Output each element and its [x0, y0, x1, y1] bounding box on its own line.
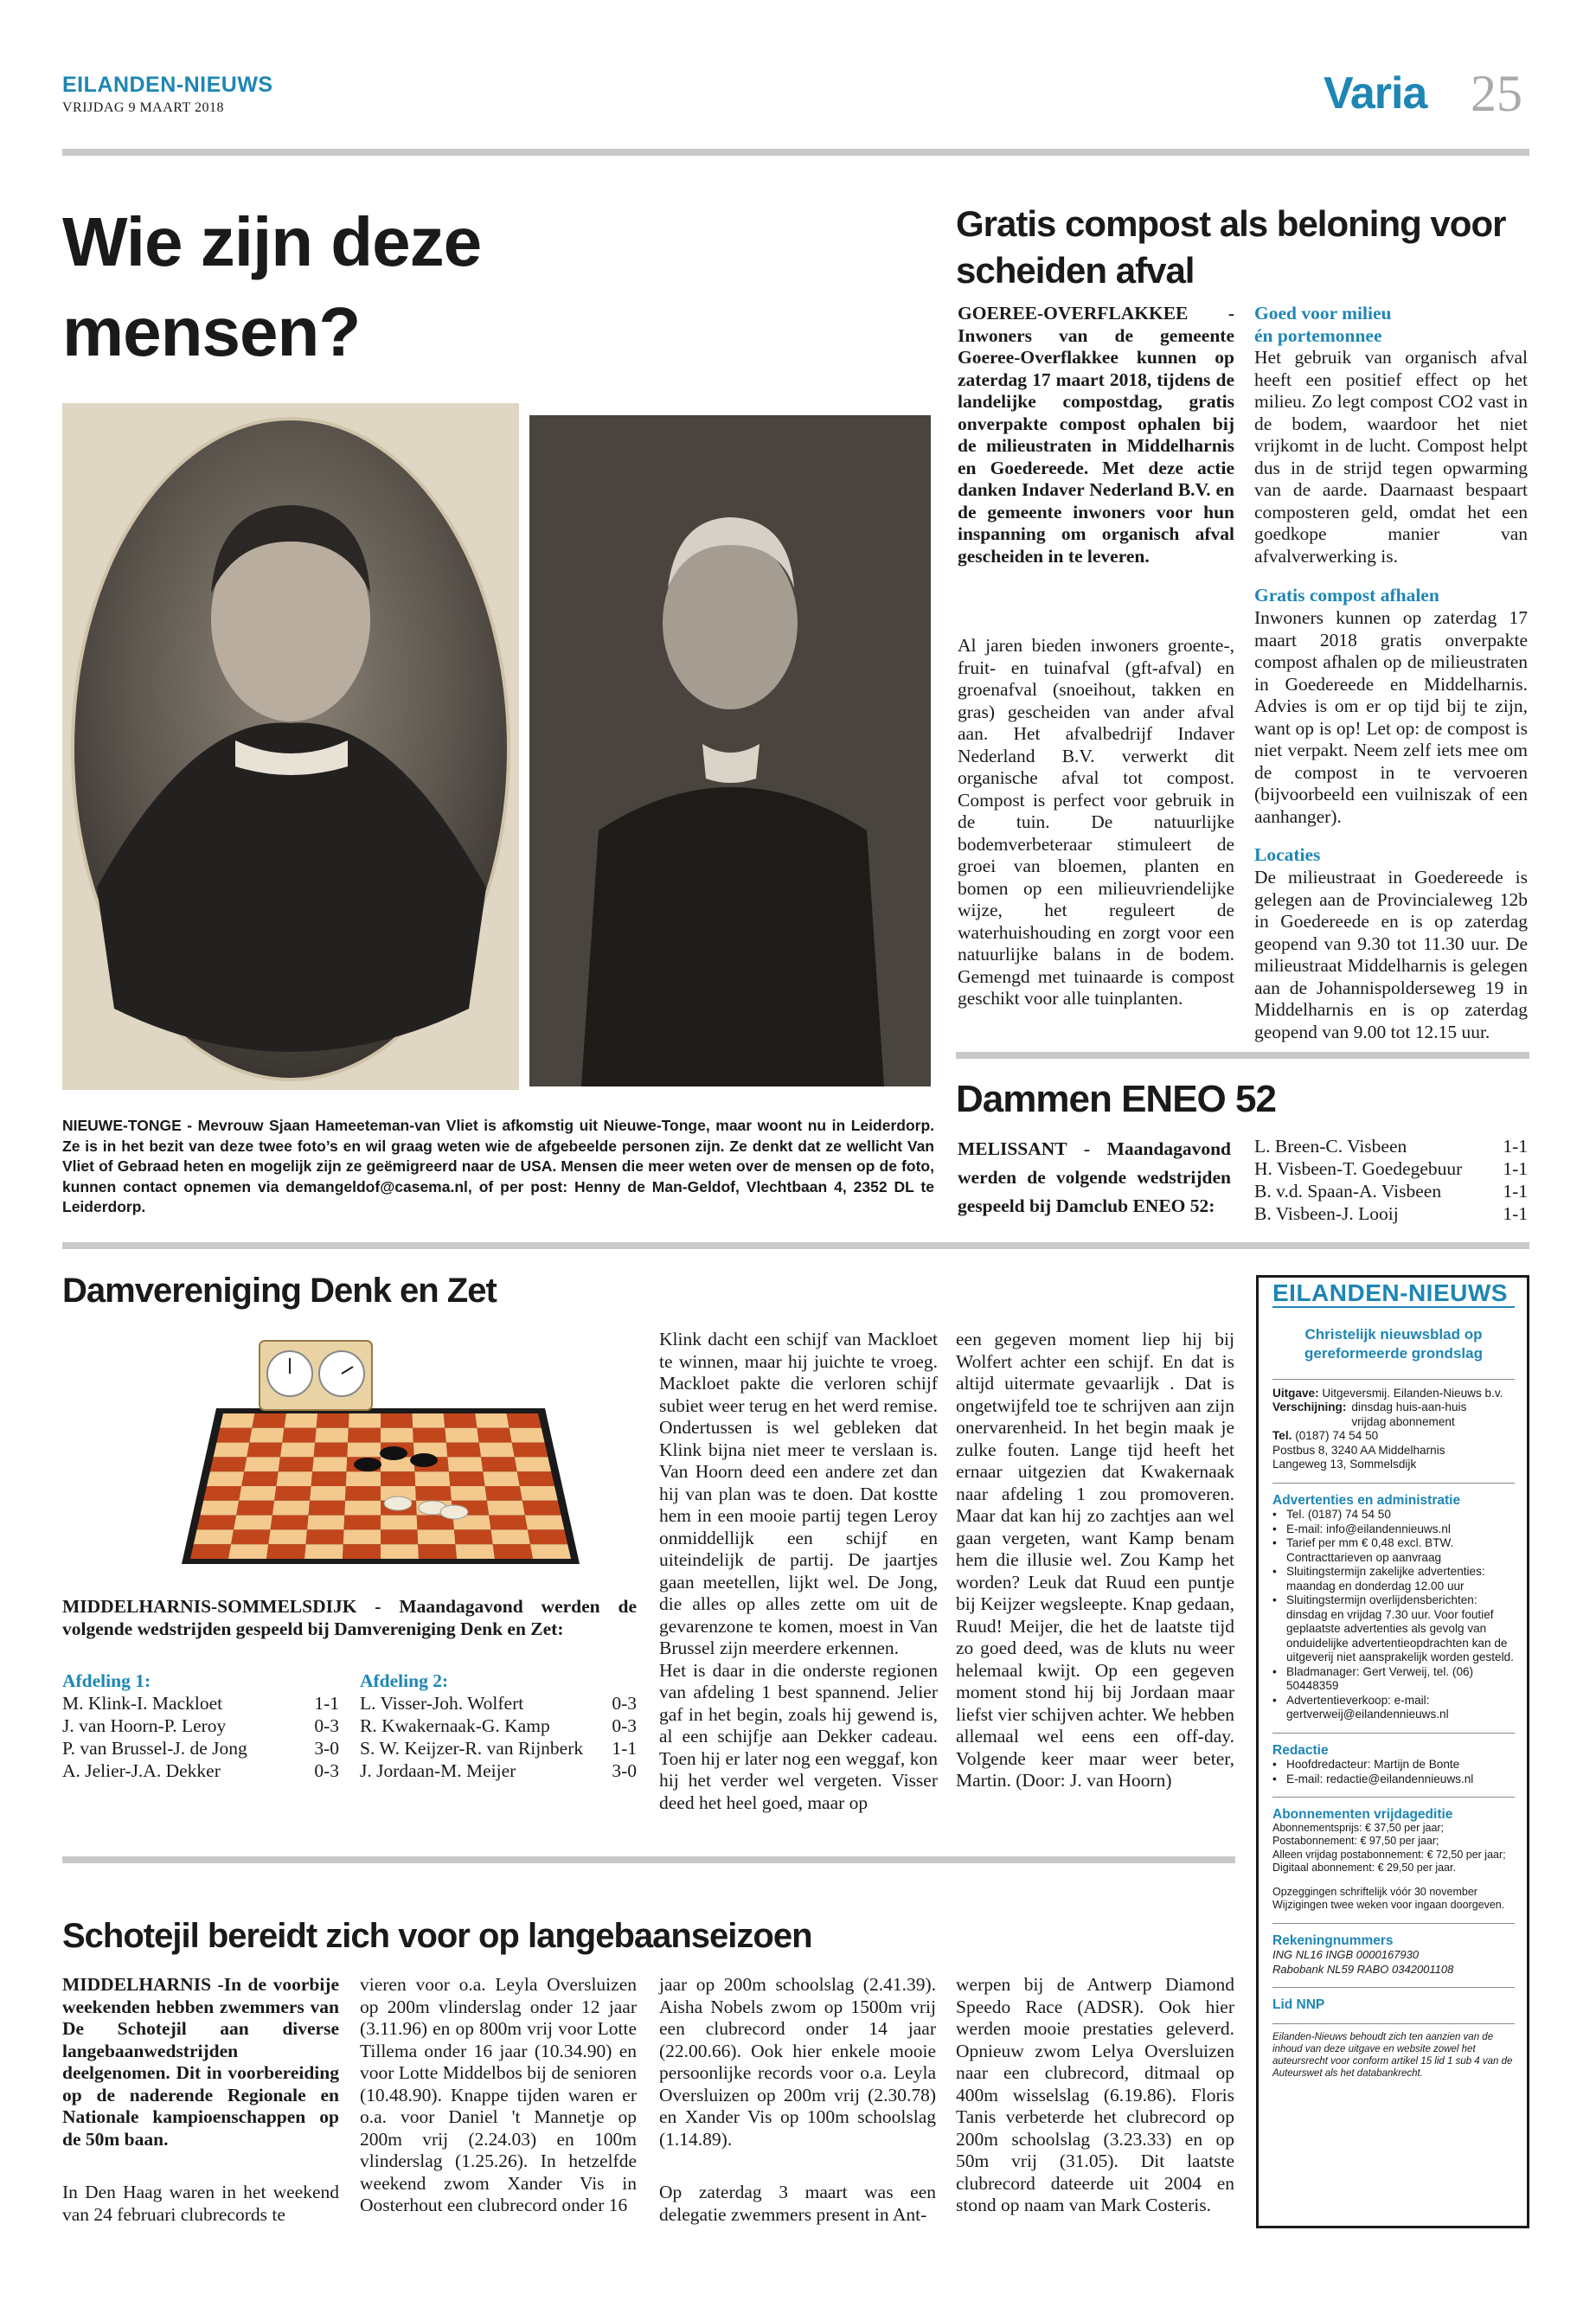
subheading: Redactie	[1272, 1742, 1329, 1758]
board-square	[493, 1544, 533, 1559]
board-square	[520, 1486, 558, 1501]
board-square	[510, 1428, 545, 1443]
board-square	[216, 1428, 252, 1443]
publisher-line: Uitgave: Uitgeversmij. Eilanden-Nieuws b.v.	[1272, 1386, 1503, 1400]
article-paragraph: Op zaterdag 3 maart was een delegatie zwemmers present in Ant-	[659, 2182, 936, 2225]
board-square	[481, 1457, 517, 1471]
board-square	[268, 1529, 307, 1544]
article-paragraph: De milieustraat in Goedereede is gelegen aan de Provincialeweg 12b in Goedereede en is op zaterdag geopend van 9.30 tot 11.30 uur. De milieustraat Middelharnis is gelegen aan de Johannispolderseweg 19 in Middelharnis en is op zaterdag geopend van 9.00 tot 12.15 uur.	[1254, 867, 1528, 1042]
board-square	[449, 1471, 485, 1486]
board-square	[517, 1471, 554, 1486]
board-square	[247, 1443, 282, 1458]
subheading: Locaties	[1254, 844, 1321, 865]
board-square	[312, 1457, 347, 1471]
photo-caption: NIEUWE-TONGE - Mevrouw Sjaan Hameeteman-van Vliet is afkomstig uit Nieuwe-Tonge, maar woont nu in Leiderdorp. Ze is in het bezit van deze twee foto’s en wil graag weten wie de afgebeelde personen zijn. Ze denkt dat ze wellicht Van Vliet of Gebraad heten en mogelijk zijn ze geëmigreerd naar de USA. Mensen die meer weten over de mensen op de foto, kunnen contact opnemen via demangeldof@casema.nl, of per post: Henny de Man-Geldof, Vlechtbaan 4, 2352 DL te Leiderdorp.	[62, 1117, 934, 1215]
colophon-box	[1256, 1275, 1529, 2228]
board-square	[314, 1443, 348, 1458]
article-paragraph: Klink dacht een schijf van Mackloet te winnen, maar hij juichte te vroeg. Mackloet pakte die verloren schijf subiet weer terug en het werd remise. Ondertussen is wel gebleken dat Klink bijna niet meer te verslaan is. Van Hoorn deed een andere zet dan hij van plan was te doen. Dat kostte hem in een mooie partij tegen Leroy onmiddellijk een schijf en uiteindelijk de partij. De jaartjes gaan meetellen, lijkt wel. De Jong, die alles op alles zette om uit de gevarenzone te komen, moest in Van Brussel zijn meerdere erkennen. Het is daar in die onderste regionen van afdeling 1 best spannend. Jelier gaf in het begin, zoals hij gewend is, al een schijfje aan Dekker cadeau. Toen hij er later nog een weggaf, kon hij het verder wel vergeten. Visser deed het heel goed, maar op	[659, 1329, 938, 1813]
board-square	[252, 1413, 285, 1428]
board-square	[266, 1544, 306, 1559]
article-lead: MIDDELHARNIS -In de voorbije weekenden hebben zwemmers van De Schotejil aan diverse langebaanwedstrijden deelgenomen. Dit in voorbereiding op de naderende Regionale en Nationale kampioenschappen op de 50m baan.	[62, 1974, 339, 2150]
board-square	[483, 1471, 519, 1486]
colophon-logo: EILANDEN-NIEUWS	[1272, 1286, 1515, 1308]
list-item: • Tarief per mm € 0,48 excl. BTW. Contracttarieven op aanvraag	[1272, 1536, 1454, 1564]
subheading: Advertenties en administratie	[1272, 1492, 1461, 1508]
results-division-2	[360, 1670, 637, 1782]
board-square	[487, 1501, 525, 1516]
article-lead: GOEREE-OVERFLAKKEE - Inwoners van de gemeente Goeree-Overflakkee kunnen op zaterdag 17 maart 2018, tijdens de landelijke compostdag, gratis onverpakte compost ophalen bij de milieustraten in Middelharnis en Goedereede. Met deze actie danken Indaver Nederland B.V. en de gemeente inwoners voor hun inspanning om organisch afval gescheiden in te leveren.	[958, 303, 1234, 567]
board-square	[528, 1529, 567, 1544]
bank-accounts: ING NL16 INGB 0000167930 Rabobank NL59 RABO 0342001108	[1272, 1948, 1454, 1976]
page-number: 25	[1471, 65, 1522, 122]
board-square	[282, 1428, 316, 1443]
list-item: • Tel. (0187) 74 54 50	[1272, 1508, 1391, 1521]
board-square	[280, 1443, 315, 1458]
section-rule	[62, 1242, 1529, 1249]
list-item: • E-mail: redactie@eilandennieuws.nl	[1272, 1772, 1474, 1785]
subheading: Goed voor milieu én portemonnee	[1254, 303, 1392, 346]
phone-line: Tel. (0187) 74 54 50	[1272, 1429, 1379, 1442]
article-paragraph: Inwoners kunnen op zaterdag 17 maart 2018 gratis onverpakte compost afhalen op de milieustraten in Goedereede en Middelharnis. Advies is om er op tijd bij te zijn, want op is op! Let op: de compost is niet verpakt. Neem zelf iets mee om de compost in te vervoeren (bijvoorbeeld een vuilniszak of een aanhanger).	[1254, 607, 1528, 827]
issue-date: VRIJDAG 9 MAART 2018	[62, 100, 224, 115]
board-square	[446, 1443, 481, 1458]
board-square	[381, 1428, 413, 1443]
board-square	[210, 1457, 247, 1471]
board-square	[515, 1457, 551, 1471]
article-paragraph: vieren voor o.a. Leyla Oversluizen op 200m vlinderslag onder 12 jaar (3.11.96) en op 800m vrij voor Lotte Tillema onder 16 jaar (10.34.90) en voor Lotte Middelbos bij de senioren (10.48.90). Knappe tijden waren er o.a. voor Daniel 't Mannetje op 200m vrij (2.24.03) en 100m vlinderslag (1.25.26). In hetzelfde weekend zwom Xander Vis in Oosterhout een clubrecord onder 16	[360, 1974, 637, 2215]
result-row: L. Breen-C. Visbeen 1-1	[1254, 1136, 1528, 1157]
board-square	[349, 1413, 381, 1428]
board-square	[241, 1471, 278, 1486]
article-headline: Wie zijn deze mensen?	[62, 203, 482, 370]
board-square	[490, 1529, 530, 1544]
board-square	[344, 1516, 381, 1530]
subscription-prices: Abonnementsprijs: € 37,50 per jaar; Postabonnement: € 97,50 per jaar; Alleen vrijdag postabonnement: € 72,50 per jaar; Digitaal abonnement: € 29,50 per jaar.	[1272, 1821, 1506, 1874]
board-square	[343, 1529, 381, 1544]
board-square	[415, 1486, 452, 1501]
board-square	[477, 1428, 511, 1443]
board-square	[190, 1544, 231, 1559]
article-paragraph: werpen bij de Antwerp Diamond Speedo Race (ADSR). Ook hier werden mooie prestaties geleverd. Opnieuw zwom Lelya Oversluizen naar een clubrecord, ditmaal op 400m wisselslag (6.19.86). Floris Tanis verbeterde het clubrecord op 200m schoolslag (3.23.33) en op 50m vrij (31.05). Dit laatste clubrecord dateerde uit 2004 en stond op naam van Mark Costeris.	[956, 1974, 1234, 2215]
board-square	[444, 1413, 478, 1428]
board-square	[412, 1413, 445, 1428]
board-square	[525, 1516, 565, 1530]
article-headline: Schotejil bereidt zich voor op langebaanseizoen	[62, 1917, 812, 1955]
board-square	[220, 1413, 254, 1428]
colophon-tagline: Christelijk nieuwsblad op gereformeerde grondslag	[1304, 1325, 1483, 1362]
board-square	[445, 1428, 478, 1443]
board-square	[249, 1428, 284, 1443]
board-square	[344, 1501, 381, 1516]
board-square	[207, 1471, 244, 1486]
copyright-notice: Eilanden-Nieuws behoudt zich ten aanzien van de inhoud van deze uitgave en website zowel het auteursrecht voor conform artikel 15 lid 1 sub 4 van de Auteurswet als het databankrecht.	[1272, 2023, 1515, 2080]
board-square	[454, 1529, 493, 1544]
board-square	[455, 1544, 495, 1559]
board-square	[343, 1544, 381, 1559]
portrait-photo-man	[529, 415, 931, 1086]
board-square	[231, 1529, 271, 1544]
results-table	[1254, 1135, 1528, 1225]
board-square	[381, 1516, 417, 1530]
result-row: J. van Hoorn-P. Leroy 0-3	[62, 1715, 339, 1736]
board-square	[309, 1501, 345, 1516]
board-square	[348, 1428, 381, 1443]
subheading: Gratis compost afhalen	[1254, 585, 1439, 606]
result-row: J. Jordaan-M. Meijer 3-0	[360, 1760, 637, 1781]
article-headline: Dammen ENEO 52	[956, 1078, 1276, 1120]
board-square	[346, 1471, 381, 1486]
board-square	[381, 1544, 419, 1559]
results-division-1	[62, 1670, 339, 1782]
board-square	[197, 1516, 237, 1530]
board-square	[447, 1457, 483, 1471]
result-row: B. v.d. Spaan-A. Visbeen 1-1	[1254, 1181, 1528, 1202]
board-square	[381, 1413, 413, 1428]
subheading: Rekeningnummers	[1272, 1932, 1394, 1948]
board-square	[200, 1501, 239, 1516]
article-headline: Damvereniging Denk en Zet	[62, 1272, 497, 1310]
list-item: • Advertentieverkoop: e-mail: gertverweij@eilandennieuws.nl	[1272, 1693, 1449, 1721]
divider	[62, 1856, 1235, 1863]
header-rule	[62, 149, 1529, 156]
board-square	[214, 1443, 250, 1458]
board-square	[307, 1516, 344, 1530]
article-lead: MELISSANT - Maandagavond werden de volgende wedstrijden gespeeld bij Damclub ENEO 52:	[958, 1138, 1231, 1216]
masthead-logo: EILANDEN-NIEUWS	[62, 73, 273, 97]
result-row: M. Klink-I. Mackloet 1-1	[62, 1693, 339, 1714]
board-square	[475, 1413, 509, 1428]
board-square	[234, 1516, 272, 1530]
portrait-photo-woman	[62, 403, 519, 1090]
board-square	[530, 1544, 571, 1559]
list-item: • Sluitingstermijn overlijdensberichten: dinsdag en vrijdag 7.30 uur. Voor foutief geplaatste advertenties als gevolg van onduidelijke advertentieopdrachten kan de uitgeverij niet aansprakelijk worden gesteld.	[1272, 1593, 1514, 1663]
board-square	[279, 1457, 314, 1471]
result-row: B. Visbeen-J. Looij 1-1	[1254, 1203, 1528, 1224]
list-item: • Sluitingstermijn zakelijke advertenties: maandag en donderdag 12.00 uur	[1272, 1565, 1485, 1593]
board-square	[507, 1413, 542, 1428]
result-row: P. van Brussel-J. de Jong 3-0	[62, 1738, 339, 1759]
board-square	[304, 1544, 343, 1559]
board-square	[418, 1544, 457, 1559]
address: Postbus 8, 3240 AA Middelharnis Langeweg 13, Sommelsdijk	[1272, 1443, 1445, 1471]
article-paragraph: een gegeven moment liep hij bij Wolfert achter een schijf. En dat is altijd uitermate gevaarlijk . Dat is ongetwijfeld toe te schrijven aan zijn onervarenheid. In het begin maak je zulke fouten. Lange tijd heeft het ernaar uitgezien dat Kwakernaak naar afdeling 1 zou promoveren. Maar dat kan hij zo zachtjes aan wel gaan vergeten, want Kamp benam hem die illusie wel. Zou Kamp het worden? Leuk dat Ruud een puntje bij Keijzer wegsleepte. Knap gedaan, Ruud! Meijer, die het de laatste tijd zo goed deed, was de kluts nu weer helemaal kwijt. Op een gegeven moment stond hij bij Jordaan maar liefst vier schijven achter. We hebben allemaal wel eens een off-day. Volgende keer maar weer beter, Martin. (Door: J. van Hoorn)	[956, 1329, 1234, 1791]
board-square	[512, 1443, 548, 1458]
board-square	[317, 1413, 349, 1428]
board-square	[194, 1529, 234, 1544]
section-title: Varia	[1324, 68, 1427, 119]
article-lead: MIDDELHARNIS-SOMMELSDIJK - Maandagavond werden de volgende wedstrijden gespeeld bij Damvereniging Denk en Zet:	[62, 1596, 637, 1639]
board-square	[272, 1501, 310, 1516]
board-square	[347, 1443, 381, 1458]
board-square	[485, 1486, 522, 1501]
article-paragraph: In Den Haag waren in het weekend van 24 februari clubrecords te	[62, 2182, 339, 2225]
board-square	[244, 1457, 280, 1471]
board-square	[381, 1471, 415, 1486]
article-paragraph: jaar op 200m schoolslag (2.41.39). Aisha Nobels zwom op 1500m vrij een clubrecord onder 14 jaar (22.00.66). Ook hier enkele mooie persoonlijke records voor o.a. Leyla Oversluizen op 200m vrij (2.30.78) en Xander Vis op 100m schoolslag (1.14.89).	[659, 1974, 936, 2150]
result-row: H. Visbeen-T. Goedegebuur 1-1	[1254, 1158, 1528, 1179]
checkers-board-photo	[182, 1330, 580, 1573]
list-item: • Bladmanager: Gert Verweij, tel. (06) 50448359	[1272, 1664, 1474, 1692]
result-row: L. Visser-Joh. Wolfert 0-3	[360, 1693, 637, 1714]
result-row: R. Kwakernaak-G. Kamp 0-3	[360, 1715, 637, 1736]
list-item: • Hoofdredacteur: Martijn de Bonte	[1272, 1758, 1460, 1771]
board-square	[203, 1486, 241, 1501]
board-square	[522, 1501, 561, 1516]
subheading: Abonnementen vrijdageditie	[1272, 1807, 1453, 1822]
result-row: S. W. Keijzer-R. van Rijnberk 1-1	[360, 1738, 637, 1759]
subscription-terms: Opzeggingen schriftelijk vóór 30 november Wijzigingen twee weken voor ingaan doorgeven.	[1272, 1885, 1505, 1911]
article-paragraph: Al jaren bieden inwoners groente-, fruit- en tuinafval (gft-afval) en groenafval (snoeihout, takken en gras) gescheiden van ander afval aan. Het afvalbedrijf Indaver Nederland B.V. verwerkt dit organische afval tot compost. Compost is perfect voor gebruik in de tuin. De natuurlijke bodemverbeteraar stimuleert de groei van bloemen, planten en bomen op een milieuvriendelijke wijze, het reguleert de waterhuishouding en zorgt voor een natuurlijke balans in de bodem. Gemengd met tuinaarde is compost geschikt voor alle tuinplanten.	[958, 635, 1234, 1009]
board-square	[450, 1486, 486, 1501]
board-square	[311, 1471, 347, 1486]
board-square	[479, 1443, 515, 1458]
board-square	[306, 1529, 344, 1544]
article-headline: Gratis compost als beloning voor scheiden afval	[956, 203, 1506, 291]
board-square	[236, 1501, 274, 1516]
board-square	[489, 1516, 528, 1530]
frequency-line: Verschijning: dinsdag huis-aan-huis vrijdag abonnement	[1272, 1400, 1467, 1428]
board-square	[413, 1428, 446, 1443]
board-square	[414, 1471, 450, 1486]
board-square	[271, 1516, 309, 1530]
subheading: Afdeling 2:	[360, 1670, 449, 1691]
board-square	[417, 1529, 455, 1544]
board-square	[345, 1486, 381, 1501]
result-row: A. Jelier-J.A. Dekker 0-3	[62, 1760, 339, 1781]
article-paragraph: Het gebruik van organisch afval heeft een positief effect op het milieu. Zo legt compost CO2 vast in de bodem, waardoor het niet vrijkomt in de lucht. Compost helpt dus in de strijd tegen opwarming van de aarde. Daarnaast bespaart composteren geld, omdat het een goedkope manier van afvalverwerking is.	[1254, 347, 1528, 567]
board-square	[315, 1428, 349, 1443]
board-square	[276, 1471, 312, 1486]
list-item: • E-mail: info@eilandennieuws.nl	[1272, 1522, 1451, 1535]
subheading: Afdeling 1:	[62, 1670, 151, 1691]
board-square	[381, 1529, 418, 1544]
board-square	[274, 1486, 311, 1501]
board-square	[285, 1413, 318, 1428]
divider	[956, 1052, 1529, 1059]
board-square	[310, 1486, 346, 1501]
subheading: Lid NNP	[1272, 1997, 1325, 2012]
board-square	[228, 1544, 268, 1559]
board-square	[239, 1486, 276, 1501]
